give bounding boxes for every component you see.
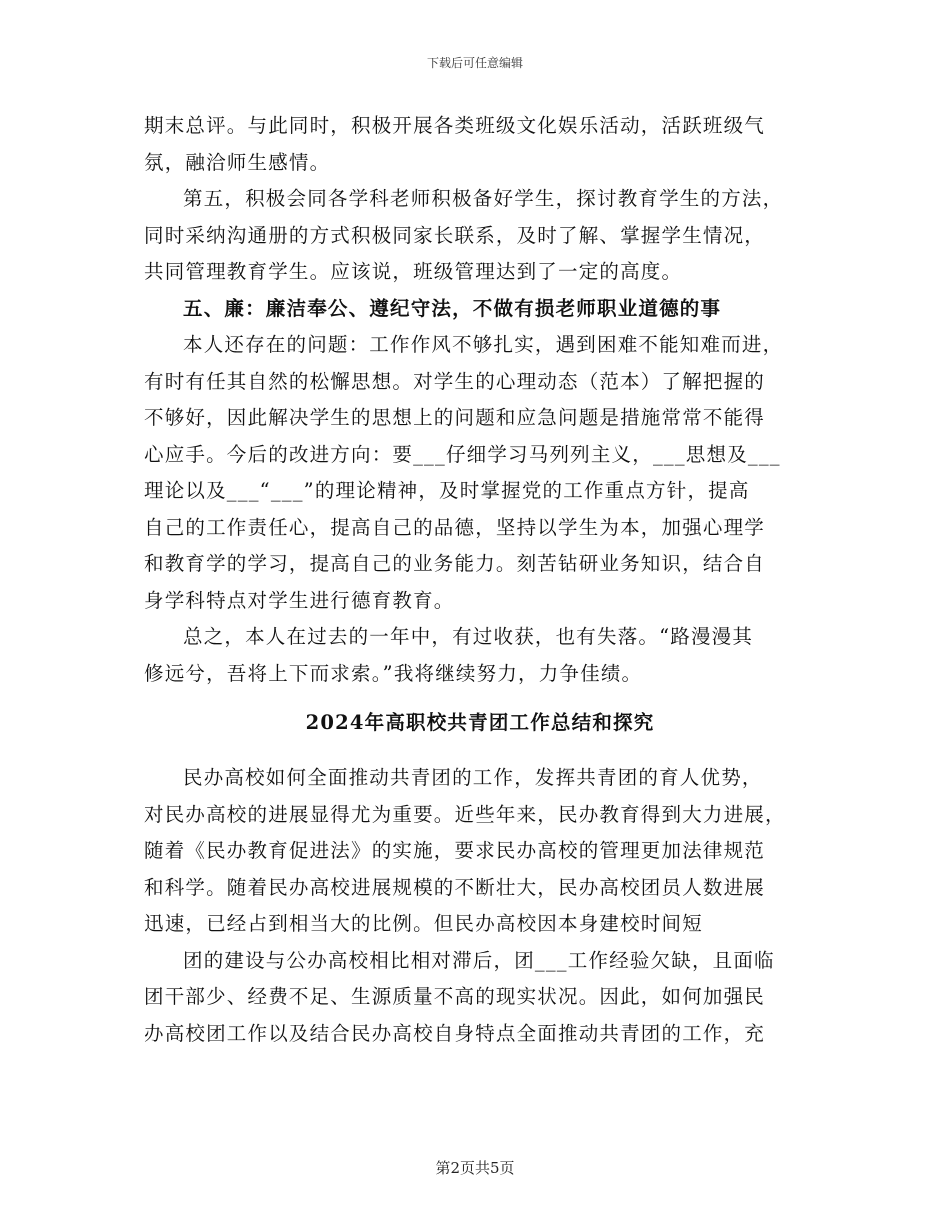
text-line: 理论以及___“___”的理论精神，及时掌握党的工作重点方针，提高 bbox=[144, 479, 750, 502]
text-line: 团干部少、经费不足、生源质量不高的现实状况。因此，如何加强民 bbox=[144, 985, 766, 1008]
text-line: 不够好，因此解决学生的思想上的问题和应急问题是措施常常不能得 bbox=[144, 406, 766, 429]
text-line: 本人还存在的问题：工作作风不够扎实，遇到困难不能知难而进， bbox=[183, 333, 784, 356]
text-line: 民办高校如何全面推动共青团的工作，发挥共青团的育人优势， bbox=[183, 766, 763, 789]
text-line: 修远兮，吾将上下而求索。”我将继续努力，力争佳绩。 bbox=[144, 661, 643, 685]
text-line: 身学科特点对学生进行德育教育。 bbox=[144, 588, 455, 612]
text-line: 有时有任其自然的松懈思想。对学生的心理动态（范本）了解把握的 bbox=[144, 369, 766, 393]
section-heading: 五、廉：廉洁奉公、遵纪守法，不做有损老师职业道德的事 bbox=[183, 296, 722, 320]
paragraph-intro bbox=[144, 760, 816, 943]
text-line: 办高校团工作以及结合民办高校自身特点全面推动共青团的工作，充 bbox=[144, 1021, 766, 1045]
paragraph-fifth bbox=[144, 181, 816, 291]
text-line: 和科学。随着民办高校进展规模的不断壮大，民办高校团员人数进展 bbox=[144, 875, 766, 899]
page-number: 第2页共5页 bbox=[435, 1159, 515, 1177]
paragraph-problems bbox=[144, 327, 816, 619]
paragraph-summary bbox=[144, 619, 816, 692]
text-line: 共同管理教育学生。应该说，班级管理达到了一定的高度。 bbox=[144, 260, 683, 283]
text-line: 氛，融洽师生感情。 bbox=[144, 150, 331, 174]
text-line: 总之，本人在过去的一年中，有过收获，也有失落。“路漫漫其 bbox=[183, 625, 754, 648]
text-line: 随着《民办教育促进法》的实施，要求民办高校的管理更加法律规范 bbox=[144, 839, 766, 862]
text-line: 第五，积极会同各学科老师积极备好学生，探讨教育学生的方法， bbox=[183, 187, 784, 210]
text-line: 对民办高校的进展显得尤为重要。近些年来，民办教育得到大力进展， bbox=[144, 802, 786, 826]
text-line: 迅速，已经占到相当大的比例。但民办高校因本身建校时间短 bbox=[144, 912, 703, 935]
paragraph-class-activities bbox=[144, 108, 816, 181]
text-line: 团的建设与公办高校相比相对滞后，团___工作经验欠缺，且面临 bbox=[183, 948, 775, 972]
text-line: 同时采纳沟通册的方式积极同家长联系，及时了解、掌握学生情况， bbox=[144, 223, 766, 247]
text-line: 心应手。今后的改进方向：要___仔细学习马列列主义，___思想及___ bbox=[144, 442, 781, 466]
document-body bbox=[144, 108, 816, 1052]
text-line: 期末总评。与此同时，积极开展各类班级文化娱乐活动，活跃班级气 bbox=[144, 114, 766, 137]
paragraph-league-building bbox=[144, 943, 816, 1053]
header-note: 下载后可任意编辑 bbox=[426, 56, 523, 70]
article-title: 2024年高职校共青团工作总结和探究 bbox=[305, 711, 655, 734]
text-line: 自己的工作责任心，提高自己的品德，坚持以学生为本，加强心理学 bbox=[144, 515, 766, 539]
text-line: 和教育学的学习，提高自己的业务能力。刻苦钻研业务知识，结合自 bbox=[144, 552, 766, 575]
